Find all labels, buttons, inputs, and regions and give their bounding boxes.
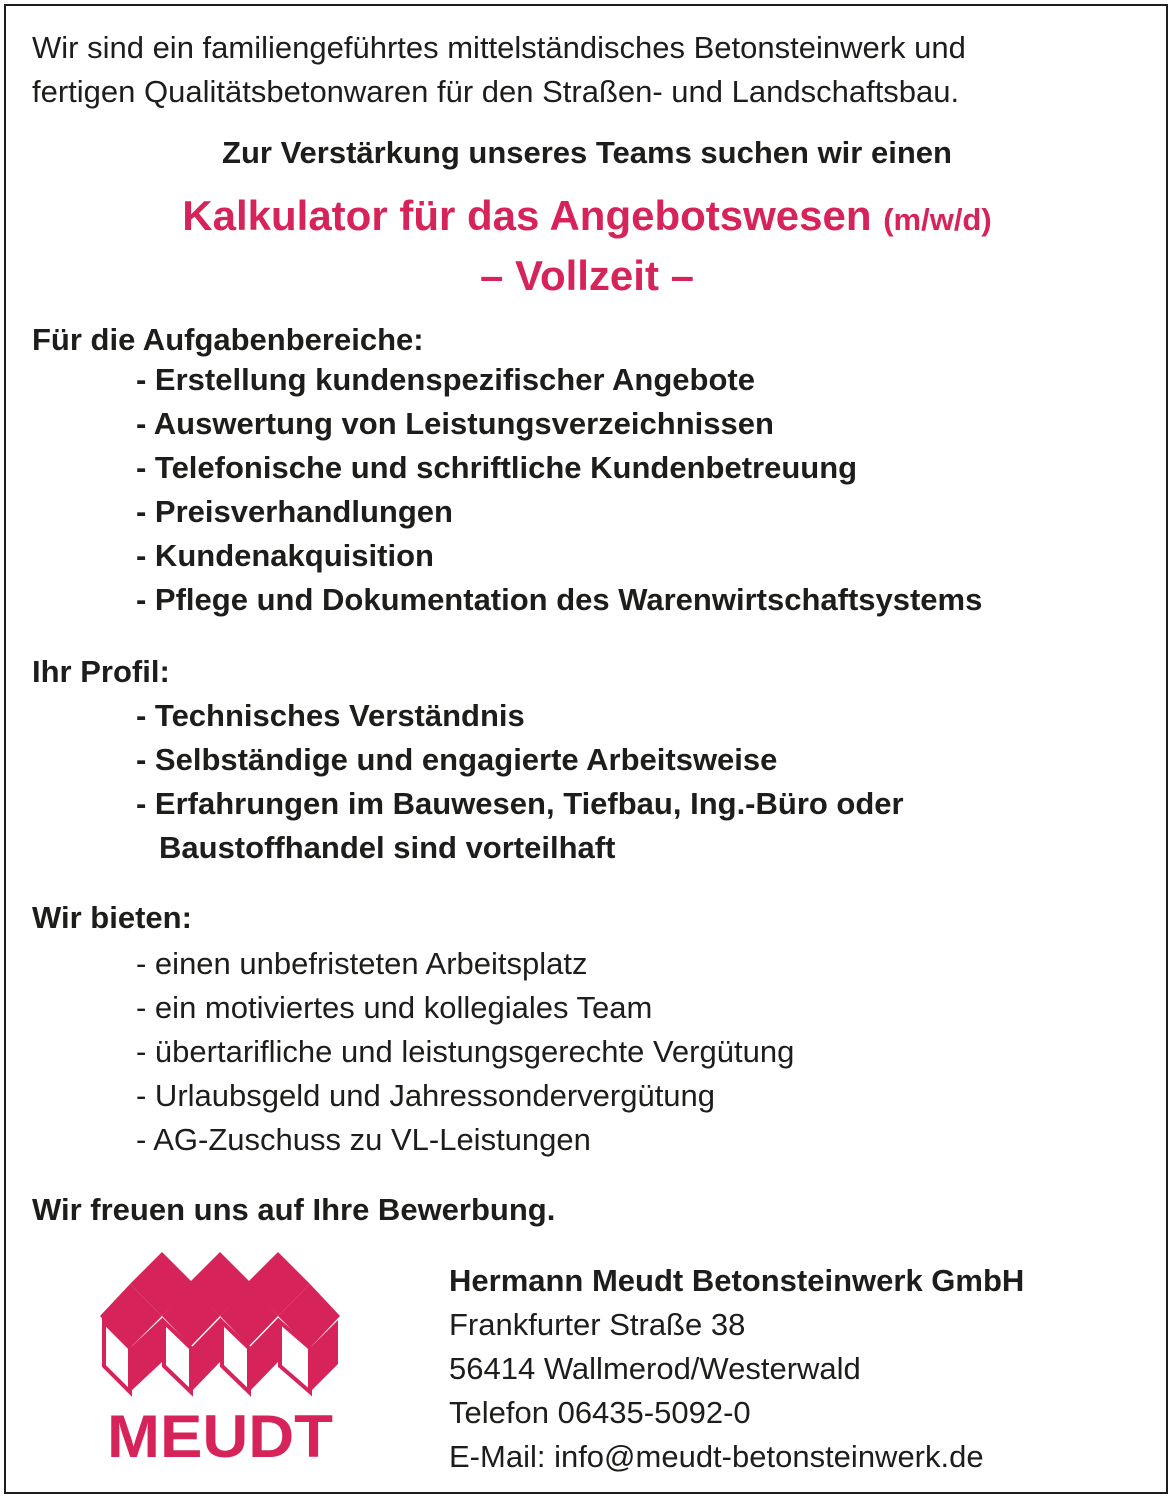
list-item: - Auswertung von Leistungsverzeichnissen xyxy=(136,406,774,441)
list-item: - AG-Zuschuss zu VL-Leistungen xyxy=(136,1122,591,1157)
list-item: - übertarifliche und leistungsgerechte Vergütung xyxy=(136,1034,795,1069)
list-item: - Technisches Verständnis xyxy=(136,698,525,733)
list-item: - Pflege und Dokumentation des Warenwirtschaftsystems xyxy=(136,582,983,617)
list-item: - ein motiviertes und kollegiales Team xyxy=(136,990,653,1025)
employment-type: – Vollzeit – xyxy=(480,252,694,299)
list-item: - Selbständige und engagierte Arbeitsweise xyxy=(136,742,778,777)
list-item: - Erstellung kundenspezifischer Angebote xyxy=(136,362,755,397)
company-street: Frankfurter Straße 38 xyxy=(449,1307,746,1342)
list-item: - Urlaubsgeld und Jahressondervergütung xyxy=(136,1078,716,1113)
intro-line-1: Wir sind ein familiengeführtes mittelständisches Betonsteinwerk und xyxy=(32,30,966,65)
offer-heading: Wir bieten: xyxy=(32,900,192,935)
intro-line-2: fertigen Qualitätsbetonwaren für den Straßen- und Landschaftsbau. xyxy=(32,74,960,109)
logo-cubes-icon xyxy=(100,1252,340,1392)
list-item: - Erfahrungen im Bauwesen, Tiefbau, Ing.-Büro oder xyxy=(136,786,904,821)
list-item: - einen unbefristeten Arbeitsplatz xyxy=(136,946,588,981)
profile-heading: Ihr Profil: xyxy=(32,654,170,689)
job-title-line xyxy=(0,188,1174,248)
company-contact xyxy=(449,1259,1024,1479)
company-intro xyxy=(32,26,1152,114)
job-title-text: Kalkulator für das Angebotswesen xyxy=(182,192,872,239)
list-item: - Preisverhandlungen xyxy=(136,494,453,529)
company-phone: Telefon 06435-5092-0 xyxy=(449,1395,751,1430)
profile-list xyxy=(136,694,904,870)
offer-list xyxy=(136,942,794,1162)
closing-line: Wir freuen uns auf Ihre Bewerbung. xyxy=(32,1192,556,1227)
company-name: Hermann Meudt Betonsteinwerk GmbH xyxy=(449,1263,1025,1298)
tasks-heading: Für die Aufgabenbereiche: xyxy=(32,322,424,357)
gender-note: (m/w/d) xyxy=(883,202,992,237)
company-city: 56414 Wallmerod/Westerwald xyxy=(449,1351,861,1386)
list-item: - Kundenakquisition xyxy=(136,538,434,573)
job-title xyxy=(0,188,1174,304)
team-subheading: Zur Verstärkung unseres Teams suchen wir einen xyxy=(222,135,952,170)
tasks-list xyxy=(136,358,982,622)
list-item: Baustoffhandel sind vorteilhaft xyxy=(159,830,616,865)
company-email: E-Mail: info@meudt-betonsteinwerk.de xyxy=(449,1439,984,1474)
meudt-logo xyxy=(100,1252,340,1462)
list-item: - Telefonische und schriftliche Kundenbetreuung xyxy=(136,450,858,485)
logo-wordmark: MEUDT xyxy=(107,1403,333,1462)
